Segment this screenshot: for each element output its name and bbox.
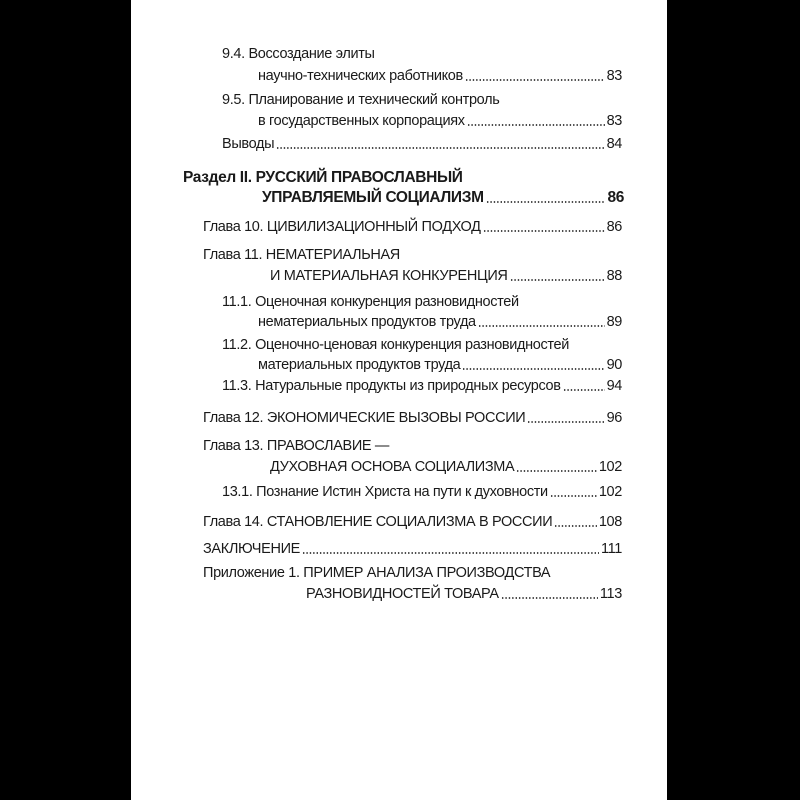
toc-entry-conclusions [222, 135, 622, 153]
entry-title: ЗАКЛЮЧЕНИЕ [203, 541, 300, 557]
part-title-cont: УПРАВЛЯЕМЫЙ СОЦИАЛИЗМ [262, 189, 484, 206]
entry-title: Выводы [222, 136, 275, 152]
dot-leader [501, 597, 598, 599]
page-number: 86 [607, 189, 624, 206]
entry-title: 9.5. Планирование и технический контроль [222, 92, 500, 108]
toc-entry-11-3 [222, 377, 622, 395]
page-number: 89 [606, 314, 622, 330]
toc-chapter-12 [203, 409, 622, 427]
entry-leader-line [262, 189, 624, 207]
page-number: 111 [601, 541, 622, 557]
part-title: Раздел II. РУССКИЙ ПРАВОСЛАВНЫЙ [183, 169, 463, 186]
page-number: 113 [599, 586, 622, 602]
dot-leader [302, 552, 599, 554]
page-number: 102 [598, 459, 622, 475]
entry-leader-line [270, 458, 622, 476]
dot-leader [276, 147, 604, 149]
dot-leader [554, 525, 597, 527]
dot-leader [478, 325, 605, 327]
page-number: 83 [606, 113, 622, 129]
page-number: 84 [606, 136, 622, 152]
page-number: 86 [606, 219, 622, 235]
entry-title-cont: в государственных корпорациях [258, 113, 465, 129]
page-number: 94 [606, 378, 622, 394]
entry-title: Приложение 1. ПРИМЕР АНАЛИЗА ПРОИЗВОДСТВА [203, 565, 551, 581]
entry-title-cont: РАЗНОВИДНОСТЕЙ ТОВАРА [306, 586, 499, 602]
entry-title-cont: научно-технических работников [258, 68, 463, 84]
entry-title: 11.1. Оценочная конкуренция разновидностей [222, 294, 519, 310]
entry-title: 13.1. Познание Истин Христа на пути к духовности [222, 484, 548, 500]
dot-leader [516, 470, 597, 472]
entry-title: Глава 12. ЭКОНОМИЧЕСКИЕ ВЫЗОВЫ РОССИИ [203, 410, 526, 426]
entry-leader-line [258, 67, 622, 85]
page-number: 88 [606, 268, 622, 284]
dot-leader [550, 495, 597, 497]
dot-leader [527, 421, 604, 423]
page-number: 90 [606, 357, 622, 373]
page-number: 96 [606, 410, 622, 426]
entry-title: Глава 10. ЦИВИЛИЗАЦИОННЫЙ ПОДХОД [203, 219, 481, 235]
dot-leader [462, 368, 604, 370]
dot-leader [467, 124, 605, 126]
toc-chapter-14 [203, 513, 622, 531]
entry-title: Глава 11. НЕМАТЕРИАЛЬНАЯ [203, 247, 400, 263]
dot-leader [486, 201, 606, 203]
toc-chapter-10 [203, 218, 622, 236]
entry-title-cont: ДУХОВНАЯ ОСНОВА СОЦИАЛИЗМА [270, 459, 515, 475]
entry-leader-line [306, 585, 622, 603]
page-number: 83 [606, 68, 622, 84]
toc-final-conclusion [203, 540, 622, 558]
entry-title: 11.3. Натуральные продукты из природных ресурсов [222, 378, 561, 394]
dot-leader [563, 389, 605, 391]
entry-title-cont: И МАТЕРИАЛЬНАЯ КОНКУРЕНЦИЯ [270, 268, 508, 284]
entry-leader-line [270, 267, 622, 285]
entry-leader-line [258, 313, 622, 331]
page-number: 108 [598, 514, 622, 530]
dot-leader [465, 79, 605, 81]
entry-title: 9.4. Воссоздание элиты [222, 46, 375, 62]
toc-entry-13-1 [222, 483, 622, 501]
dot-leader [510, 279, 605, 281]
page-number: 102 [598, 484, 622, 500]
dot-leader [483, 230, 605, 232]
entry-leader-line [258, 356, 622, 374]
entry-title: 11.2. Оценочно-ценовая конкуренция разновидностей [222, 337, 570, 353]
entry-title-cont: нематериальных продуктов труда [258, 314, 476, 330]
entry-leader-line [258, 112, 622, 130]
entry-title-cont: материальных продуктов труда [258, 357, 461, 373]
entry-title: Глава 14. СТАНОВЛЕНИЕ СОЦИАЛИЗМА В РОССИИ [203, 514, 553, 530]
entry-title: Глава 13. ПРАВОСЛАВИЕ — [203, 438, 390, 454]
